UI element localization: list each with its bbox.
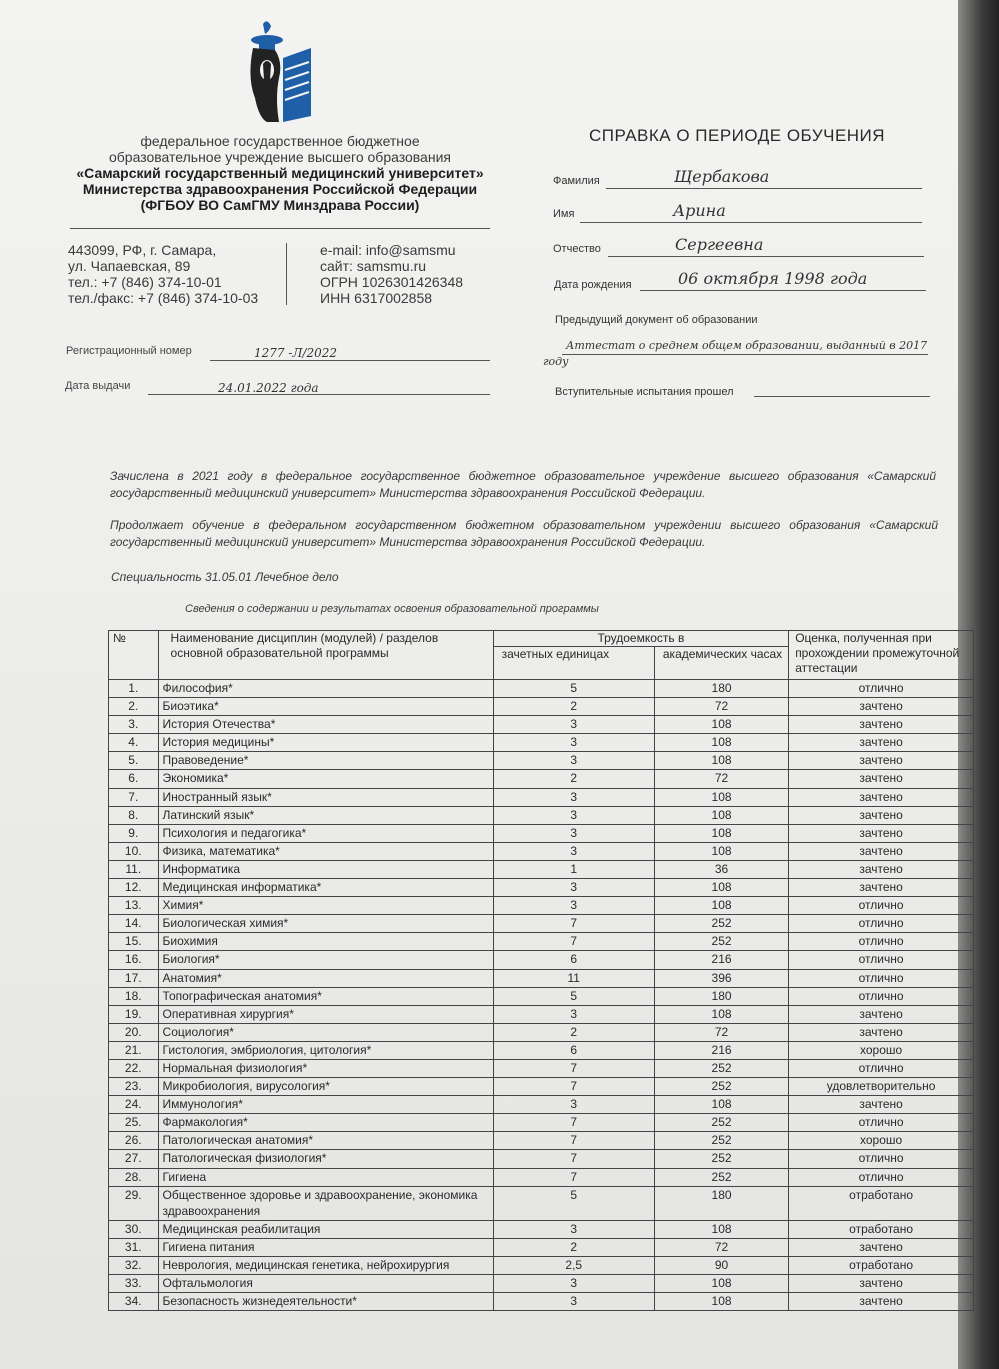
dob-label: Дата рождения <box>554 279 632 291</box>
academic-hours: 36 <box>654 860 788 878</box>
discipline-name: Топографическая анатомия* <box>158 987 493 1005</box>
row-number: 15. <box>109 933 159 951</box>
row-number: 33. <box>109 1274 159 1292</box>
academic-hours: 180 <box>654 987 788 1005</box>
table-row <box>109 987 974 1005</box>
dob-value: 06 октября 1998 года <box>678 269 868 288</box>
credit-units: 1 <box>493 860 654 878</box>
discipline-name: История Отечества* <box>158 716 493 734</box>
table-row <box>109 680 974 698</box>
table-row <box>109 1220 974 1238</box>
grade: зачтено <box>789 788 974 806</box>
row-number: 11. <box>109 860 159 878</box>
discipline-name: Биохимия <box>158 933 493 951</box>
academic-hours: 108 <box>654 716 788 734</box>
academic-hours: 108 <box>654 1274 788 1292</box>
row-number: 5. <box>109 752 159 770</box>
credit-units: 11 <box>493 969 654 987</box>
academic-hours: 108 <box>654 1293 788 1311</box>
academic-hours: 108 <box>654 842 788 860</box>
discipline-name: Социология* <box>158 1023 493 1041</box>
grade: зачтено <box>789 1096 974 1114</box>
credit-units: 5 <box>493 1186 654 1220</box>
academic-hours: 252 <box>654 933 788 951</box>
grade: зачтено <box>789 1023 974 1041</box>
org-line-2: образовательное учреждение высшего образования <box>109 149 451 165</box>
row-number: 9. <box>109 824 159 842</box>
header-discipline: Наименование дисциплин (модулей) / разделов основной образовательной программы <box>158 631 493 680</box>
credit-units: 7 <box>493 1114 654 1132</box>
row-number: 12. <box>109 879 159 897</box>
row-number: 6. <box>109 770 159 788</box>
grade: отработано <box>789 1220 974 1238</box>
row-number: 2. <box>109 698 159 716</box>
row-number: 20. <box>109 1023 159 1041</box>
grade: отлично <box>789 915 974 933</box>
row-number: 3. <box>109 716 159 734</box>
credit-units: 3 <box>493 752 654 770</box>
discipline-name: Экономика* <box>158 770 493 788</box>
table-row <box>109 698 974 716</box>
discipline-name: Патологическая физиология* <box>158 1150 493 1168</box>
contact-divider <box>286 243 287 305</box>
header-labor: Трудоемкость в <box>493 631 789 647</box>
academic-hours: 216 <box>654 1041 788 1059</box>
discipline-name: Иностранный язык* <box>158 788 493 806</box>
table-row <box>109 951 974 969</box>
grade: зачтено <box>789 824 974 842</box>
row-number: 25. <box>109 1114 159 1132</box>
academic-hours: 252 <box>654 1114 788 1132</box>
table-row <box>109 1132 974 1150</box>
table-row <box>109 1023 974 1041</box>
discipline-name: Латинский язык* <box>158 806 493 824</box>
grade: зачтено <box>789 1005 974 1023</box>
table-row <box>109 1114 974 1132</box>
address-line: 443099, РФ, г. Самара, <box>68 242 217 258</box>
grade: отработано <box>789 1186 974 1220</box>
grade: отлично <box>789 933 974 951</box>
grades-table-body <box>109 680 974 1311</box>
row-number: 32. <box>109 1256 159 1274</box>
discipline-name: Микробиология, вирусология* <box>158 1078 493 1096</box>
org-line-4: Министерства здравоохранения Российской Федерации <box>82 181 478 197</box>
row-number: 29. <box>109 1186 159 1220</box>
row-number: 16. <box>109 951 159 969</box>
table-row <box>109 1078 974 1096</box>
ogrn-line: ОГРН 1026301426348 <box>320 274 464 290</box>
credit-units: 3 <box>493 897 654 915</box>
discipline-name: Оперативная хирургия* <box>158 1005 493 1023</box>
table-row <box>109 1168 974 1186</box>
credit-units: 3 <box>493 1293 654 1311</box>
document-title: СПРАВКА О ПЕРИОДЕ ОБУЧЕНИЯ <box>589 126 886 145</box>
grades-table <box>108 630 974 1311</box>
row-number: 34. <box>109 1293 159 1311</box>
entrance-underline <box>754 383 930 397</box>
prev-doc-label: Предыдущий документ об образовании <box>555 314 758 326</box>
academic-hours: 72 <box>654 1023 788 1041</box>
header-number: № <box>109 631 159 680</box>
row-number: 7. <box>109 788 159 806</box>
row-number: 14. <box>109 915 159 933</box>
issue-date-label: Дата выдачи <box>65 380 131 392</box>
grade: отлично <box>789 987 974 1005</box>
prev-doc-value-cont: году <box>543 355 569 368</box>
academic-hours: 108 <box>654 806 788 824</box>
credit-units: 3 <box>493 716 654 734</box>
row-number: 31. <box>109 1238 159 1256</box>
grade: зачтено <box>789 1238 974 1256</box>
row-number: 17. <box>109 969 159 987</box>
academic-hours: 252 <box>654 915 788 933</box>
table-row <box>109 1256 974 1274</box>
patronymic-value: Сергеевна <box>675 235 764 254</box>
discipline-name: Химия* <box>158 897 493 915</box>
credit-units: 3 <box>493 824 654 842</box>
grade: хорошо <box>789 1132 974 1150</box>
discipline-name: Физика, математика* <box>158 842 493 860</box>
table-row <box>109 933 974 951</box>
grade: зачтено <box>789 806 974 824</box>
discipline-name: Общественное здоровье и здравоохранение, экономика здравоохранения <box>158 1186 493 1220</box>
grade: удовлетворительно <box>789 1078 974 1096</box>
grade: отлично <box>789 1150 974 1168</box>
credit-units: 3 <box>493 788 654 806</box>
name-value: Арина <box>673 201 726 220</box>
credit-units: 2 <box>493 1023 654 1041</box>
row-number: 8. <box>109 806 159 824</box>
grade: зачтено <box>789 879 974 897</box>
grade: отлично <box>789 897 974 915</box>
table-row <box>109 824 974 842</box>
academic-hours: 180 <box>654 680 788 698</box>
table-row <box>109 734 974 752</box>
email-line: e-mail: info@samsmu <box>320 242 456 258</box>
discipline-name: Философия* <box>158 680 493 698</box>
phone-line: тел.: +7 (846) 374-10-01 <box>68 274 222 290</box>
table-row <box>109 1005 974 1023</box>
enrolled-paragraph: Зачислена в 2021 году в федеральное государственное бюджетное образовательное учреждение высшего образования «Самарский государственный медицинский университет» Министерства здравоохранения Российской Федерации. <box>110 469 936 500</box>
grade: зачтено <box>789 752 974 770</box>
patronymic-underline <box>608 238 924 257</box>
academic-hours: 108 <box>654 752 788 770</box>
grade: зачтено <box>789 770 974 788</box>
discipline-name: Гигиена питания <box>158 1238 493 1256</box>
university-logo-icon <box>245 18 315 126</box>
discipline-name: Биоэтика* <box>158 698 493 716</box>
credit-units: 7 <box>493 933 654 951</box>
grade: отлично <box>789 1059 974 1077</box>
table-row <box>109 788 974 806</box>
table-row <box>109 1096 974 1114</box>
table-row <box>109 1059 974 1077</box>
discipline-name: Правоведение* <box>158 752 493 770</box>
row-number: 21. <box>109 1041 159 1059</box>
academic-hours: 252 <box>654 1132 788 1150</box>
academic-hours: 72 <box>654 770 788 788</box>
name-label: Имя <box>553 208 575 220</box>
academic-hours: 252 <box>654 1150 788 1168</box>
credit-units: 3 <box>493 879 654 897</box>
continues-paragraph: Продолжает обучение в федеральном государственном бюджетном образовательном учреждении высшего образования «Самарский государственный медицинский университет» Министерства здравоохранения Российской Федерации. <box>110 518 938 549</box>
prev-doc-value: Аттестат о среднем общем образовании, выданный в 2017 <box>566 339 928 352</box>
row-number: 10. <box>109 842 159 860</box>
academic-hours: 108 <box>654 1096 788 1114</box>
credit-units: 7 <box>493 1059 654 1077</box>
registration-underline <box>210 347 490 361</box>
credit-units: 3 <box>493 842 654 860</box>
academic-hours: 252 <box>654 1078 788 1096</box>
row-number: 26. <box>109 1132 159 1150</box>
academic-hours: 216 <box>654 951 788 969</box>
organization-header <box>60 133 500 213</box>
academic-hours: 108 <box>654 824 788 842</box>
address-line: ул. Чапаевская, 89 <box>68 258 191 274</box>
org-line-5: (ФГБОУ ВО СамГМУ Минздрава России) <box>140 197 420 213</box>
credit-units: 6 <box>493 1041 654 1059</box>
grade: зачтено <box>789 698 974 716</box>
table-row <box>109 897 974 915</box>
issue-date-value: 24.01.2022 года <box>218 381 319 395</box>
grade: отлично <box>789 951 974 969</box>
academic-hours: 252 <box>654 1059 788 1077</box>
table-row <box>109 969 974 987</box>
table-row <box>109 1238 974 1256</box>
table-row <box>109 1293 974 1311</box>
academic-hours: 90 <box>654 1256 788 1274</box>
credit-units: 5 <box>493 987 654 1005</box>
credit-units: 3 <box>493 806 654 824</box>
table-row <box>109 806 974 824</box>
table-row <box>109 1150 974 1168</box>
row-number: 18. <box>109 987 159 1005</box>
name-underline <box>580 204 922 223</box>
header-academic-hours: академических часах <box>654 647 788 680</box>
credit-units: 7 <box>493 915 654 933</box>
academic-hours: 108 <box>654 1220 788 1238</box>
surname-value: Щербакова <box>674 167 770 186</box>
discipline-name: Медицинская информатика* <box>158 879 493 897</box>
credit-units: 7 <box>493 1132 654 1150</box>
grade: отлично <box>789 969 974 987</box>
header-grade: Оценка, полученная при прохождении промежуточной аттестации <box>789 631 974 680</box>
address-block <box>68 242 258 306</box>
grade: зачтено <box>789 842 974 860</box>
discipline-name: Неврология, медицинская генетика, нейрохирургия <box>158 1256 493 1274</box>
discipline-name: Офтальмология <box>158 1274 493 1292</box>
discipline-name: Анатомия* <box>158 969 493 987</box>
row-number: 13. <box>109 897 159 915</box>
row-number: 22. <box>109 1059 159 1077</box>
specialty-line: Специальность 31.05.01 Лечебное дело <box>111 570 339 584</box>
fax-line: тел./факс: +7 (846) 374-10-03 <box>68 290 259 306</box>
academic-hours: 108 <box>654 788 788 806</box>
row-number: 30. <box>109 1220 159 1238</box>
table-row <box>109 752 974 770</box>
org-line-3: «Самарский государственный медицинский университет» <box>76 165 484 181</box>
grade: зачтено <box>789 1293 974 1311</box>
inn-line: ИНН 6317002858 <box>320 290 433 306</box>
discipline-name: Нормальная физиология* <box>158 1059 493 1077</box>
row-number: 24. <box>109 1096 159 1114</box>
grade: хорошо <box>789 1041 974 1059</box>
table-row <box>109 716 974 734</box>
credit-units: 7 <box>493 1078 654 1096</box>
entrance-label: Вступительные испытания прошел <box>555 386 734 398</box>
table-row <box>109 770 974 788</box>
credit-units: 7 <box>493 1168 654 1186</box>
credit-units: 2 <box>493 698 654 716</box>
issue-date-underline <box>148 381 490 395</box>
table-row <box>109 1186 974 1220</box>
registration-label: Регистрационный номер <box>66 345 192 357</box>
website-line: сайт: samsmu.ru <box>320 258 427 274</box>
discipline-name: Патологическая анатомия* <box>158 1132 493 1150</box>
row-number: 1. <box>109 680 159 698</box>
discipline-name: История медицины* <box>158 734 493 752</box>
credit-units: 5 <box>493 680 654 698</box>
table-caption: Сведения о содержании и результатах освоения образовательной программы <box>185 603 599 615</box>
credit-units: 3 <box>493 1274 654 1292</box>
table-row <box>109 879 974 897</box>
header-divider <box>70 228 490 229</box>
table-row <box>109 915 974 933</box>
header-credit-units: зачетных единицах <box>493 647 654 680</box>
discipline-name: Биологическая химия* <box>158 915 493 933</box>
academic-hours: 108 <box>654 734 788 752</box>
academic-hours: 252 <box>654 1168 788 1186</box>
row-number: 4. <box>109 734 159 752</box>
credit-units: 3 <box>493 1005 654 1023</box>
discipline-name: Фармакология* <box>158 1114 493 1132</box>
discipline-name: Биология* <box>158 951 493 969</box>
credit-units: 3 <box>493 1096 654 1114</box>
discipline-name: Иммунология* <box>158 1096 493 1114</box>
discipline-name: Медицинская реабилитация <box>158 1220 493 1238</box>
credit-units: 3 <box>493 734 654 752</box>
discipline-name: Гигиена <box>158 1168 493 1186</box>
credit-units: 6 <box>493 951 654 969</box>
registration-number: 1277 -Л/2022 <box>254 346 338 360</box>
credit-units: 2 <box>493 1238 654 1256</box>
credit-units: 2,5 <box>493 1256 654 1274</box>
credit-units: 3 <box>493 1220 654 1238</box>
table-row <box>109 1041 974 1059</box>
discipline-name: Психология и педагогика* <box>158 824 493 842</box>
discipline-name: Безопасность жизнедеятельности* <box>158 1293 493 1311</box>
row-number: 28. <box>109 1168 159 1186</box>
grade: зачтено <box>789 734 974 752</box>
grade: зачтено <box>789 860 974 878</box>
discipline-name: Гистология, эмбриология, цитология* <box>158 1041 493 1059</box>
table-row <box>109 860 974 878</box>
grade: отлично <box>789 680 974 698</box>
academic-hours: 72 <box>654 698 788 716</box>
row-number: 27. <box>109 1150 159 1168</box>
academic-hours: 72 <box>654 1238 788 1256</box>
academic-hours: 180 <box>654 1186 788 1220</box>
table-header-row <box>109 631 974 647</box>
row-number: 23. <box>109 1078 159 1096</box>
discipline-name: Информатика <box>158 860 493 878</box>
grade: зачтено <box>789 1274 974 1292</box>
org-line-1: федеральное государственное бюджетное <box>140 133 420 149</box>
academic-hours: 108 <box>654 879 788 897</box>
grade: отлично <box>789 1168 974 1186</box>
grade: отлично <box>789 1114 974 1132</box>
academic-hours: 108 <box>654 1005 788 1023</box>
contacts-block <box>320 242 463 306</box>
grade: отработано <box>789 1256 974 1274</box>
academic-hours: 396 <box>654 969 788 987</box>
surname-label: Фамилия <box>553 175 600 187</box>
table-row <box>109 1274 974 1292</box>
grade: зачтено <box>789 716 974 734</box>
credit-units: 2 <box>493 770 654 788</box>
credit-units: 7 <box>493 1150 654 1168</box>
table-row <box>109 842 974 860</box>
patronymic-label: Отчество <box>553 243 601 255</box>
academic-hours: 108 <box>654 897 788 915</box>
row-number: 19. <box>109 1005 159 1023</box>
